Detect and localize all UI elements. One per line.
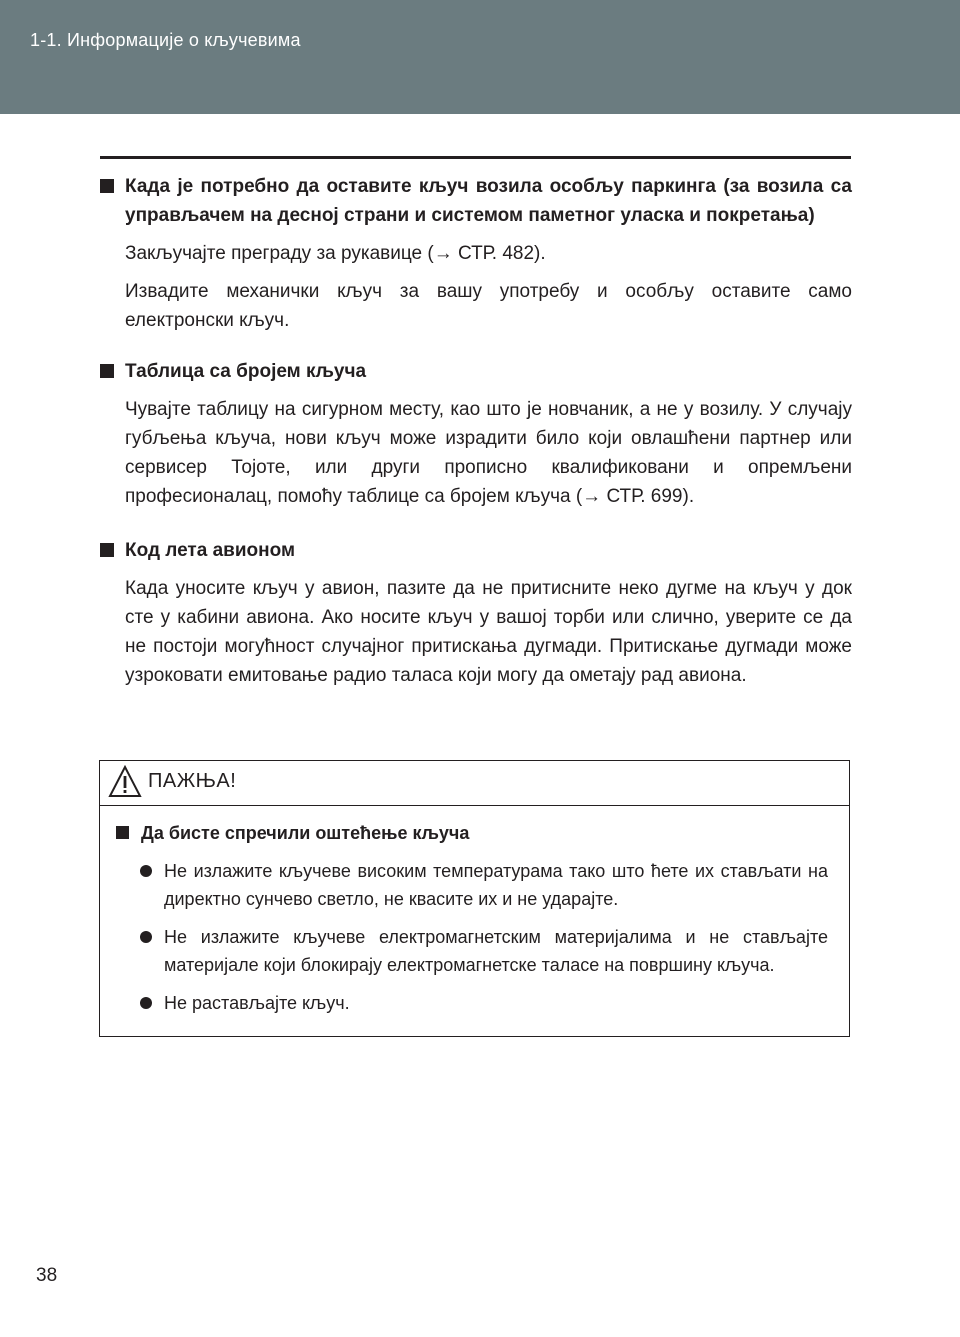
section-heading	[100, 357, 852, 386]
caution-subheading-text: Да бисте спречили оштећење кључа	[141, 823, 470, 843]
caution-bullet	[116, 989, 828, 1017]
section-air-travel	[100, 536, 852, 690]
square-bullet-icon	[100, 364, 114, 378]
section-heading-text: Таблица са бројем кључа	[125, 361, 367, 382]
round-bullet-icon	[140, 865, 152, 877]
square-bullet-icon	[100, 543, 114, 557]
section-heading	[100, 536, 852, 565]
warning-triangle-icon	[108, 765, 142, 799]
page-header	[0, 0, 960, 114]
caution-bullet-text: Не растављајте кључ.	[164, 993, 350, 1013]
paragraph: Чувајте таблицу на сигурном месту, као што је новчаник, а не у возилу. У случају губљења кључа, нови кључ може израдити било који овлашћени партнер или сервисер Тојоте, или други прописно квалификовани и опремљени професионалац, помоћу таблице са бројем кључа (→ СТР. 699).	[125, 399, 852, 507]
paragraph: Када уносите кључ у авион, пазите да не притисните неко дугме на кључ у док сте у кабини авиона. Ако носите кључ у вашој торби или слично, уверите се да не постоји могућност случајног притискања дугмади. Притискање дугмади може узроковати емитовање радио таласа који могу да ометају рад авиона.	[125, 578, 852, 686]
round-bullet-icon	[140, 997, 152, 1009]
section-heading	[100, 172, 852, 230]
page-number: 38	[36, 1265, 58, 1286]
square-bullet-icon	[100, 179, 114, 193]
chapter-title: 1-1. Информације о кључевима	[30, 30, 301, 50]
caution-header	[100, 761, 849, 806]
round-bullet-icon	[140, 931, 152, 943]
paragraph: Извадите механички кључ за вашу употребу и особљу оставите само електронски кључ.	[125, 281, 852, 331]
section-key-number-plate	[100, 357, 852, 511]
caution-box	[99, 760, 850, 1037]
section-valet-parking	[100, 172, 852, 335]
square-bullet-icon	[116, 826, 129, 839]
section-heading-text: Код лета авионом	[125, 540, 295, 561]
paragraph: Закључајте преграду за рукавице (→ СТР. 482).	[125, 243, 546, 264]
caution-label: ПАЖЊА!	[148, 770, 237, 792]
caution-body	[116, 819, 828, 1017]
caution-bullet	[116, 857, 828, 913]
caution-bullet-text: Не излажите кључеве електромагнетским материјалима и не стављајте материјале који блокирају електромагнетске таласе на површину кључа.	[164, 927, 828, 975]
top-divider	[100, 156, 851, 159]
caution-bullet	[116, 923, 828, 979]
section-heading-text: Када је потребно да оставите кључ возила особљу паркинга (за возила са управљачем на десној страни и системом паметног уласка и покретања)	[125, 176, 852, 226]
caution-subheading	[116, 819, 828, 847]
caution-bullet-text: Не излажите кључеве високим температурама тако што ћете их стављати на директно сунчево светло, не квасите их и не ударајте.	[164, 861, 828, 909]
